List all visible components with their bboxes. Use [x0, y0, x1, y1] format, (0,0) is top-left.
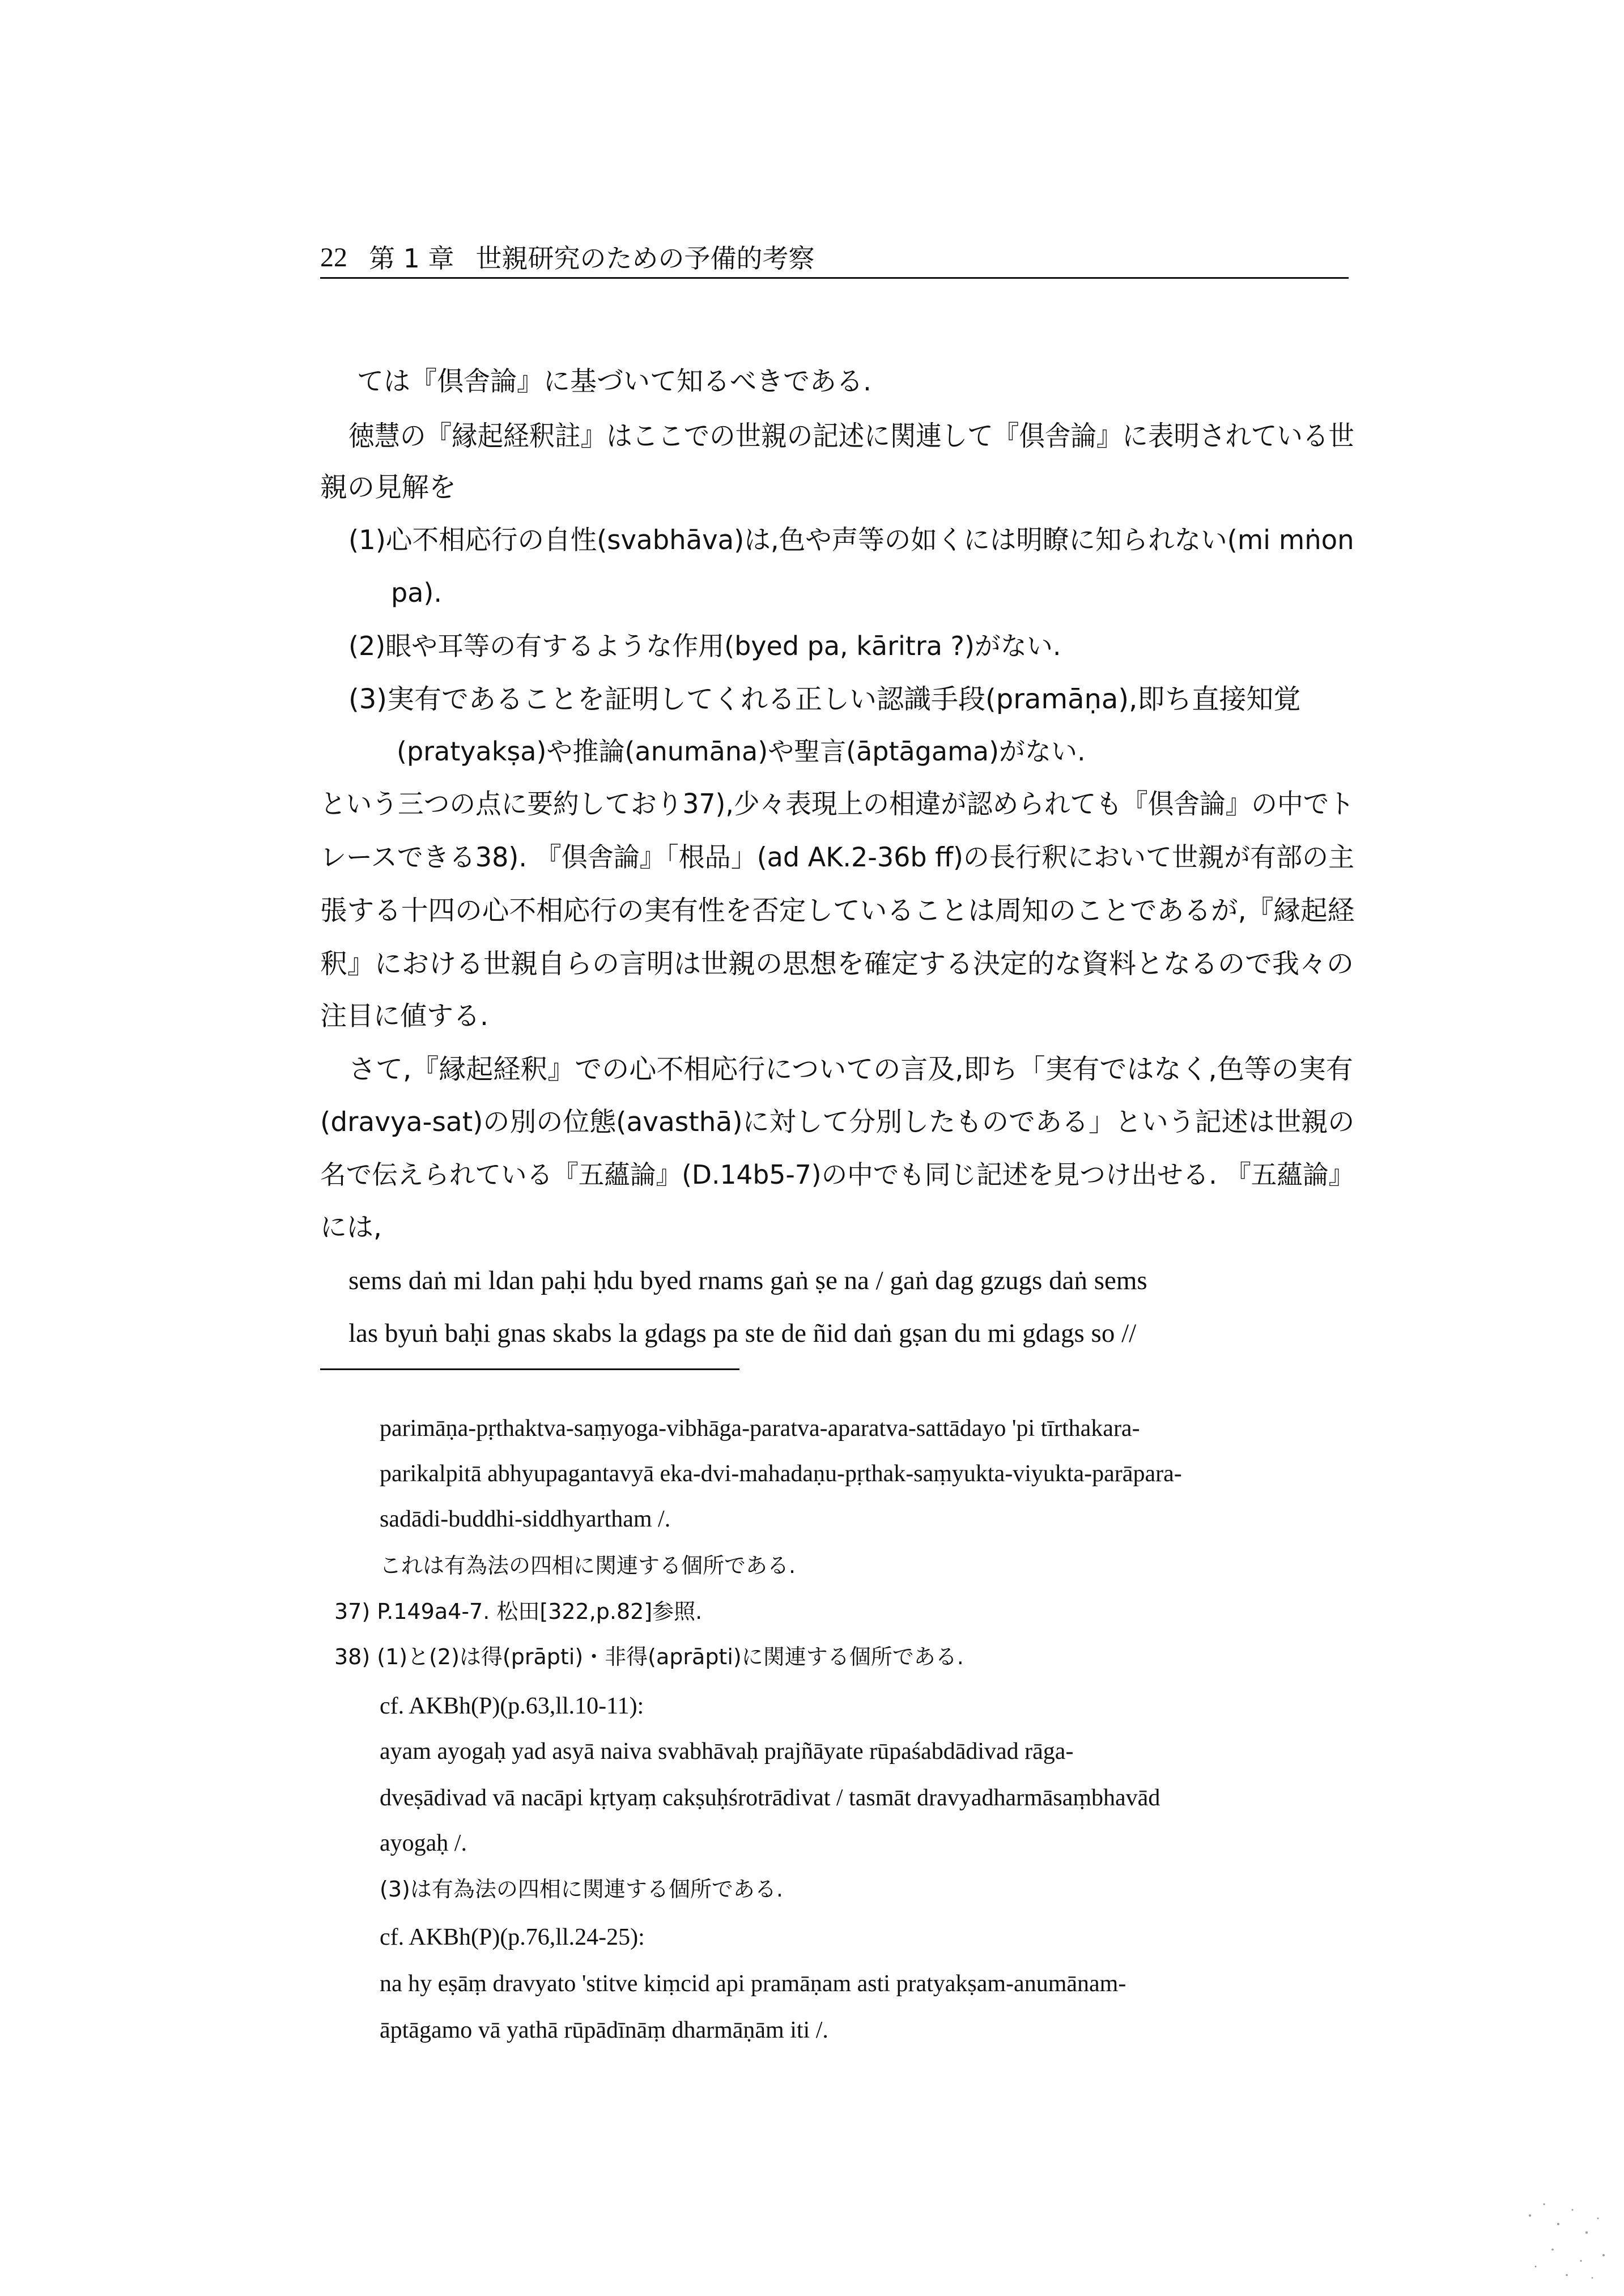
footnote-rule [320, 1368, 739, 1370]
footnote-line: parimāṇa-pṛthaktva-saṃyoga-vibhāga-paratva-aparatva-sattādayo 'pi tīrthakara- [380, 1415, 1140, 1442]
tibetan-quote-line: sems daṅ mi ldan paḥi ḥdu byed rnams gaṅ ṣe na / gaṅ dag gzugs daṅ sems [348, 1266, 1147, 1295]
body-line: 名で伝えられている『五蘊論』(D.14b5-7)の中でも同じ記述を見つけ出せる. 『五蘊論』 [320, 1159, 1355, 1190]
footnote-line: āptāgamo vā yathā rūpādīnāṃ dharmāṇām iti /. [380, 2017, 828, 2043]
footnote-line: cf. AKBh(P)(p.63,ll.10-11): [380, 1693, 644, 1719]
scan-noise [1519, 2193, 1615, 2284]
body-line: (3)実有であることを証明してくれる正しい認識手段(pramāṇa),即ち直接知覚 [348, 683, 1301, 715]
body-line: という三つの点に要約しており37),少々表現上の相違が認められても『倶舎論』の中でト [320, 788, 1355, 820]
footnote-line: ayogaḥ /. [380, 1830, 467, 1856]
body-line: (2)眼や耳等の有するような作用(byed pa, kāritra ?)がない. [348, 631, 1061, 661]
body-line: pa). [391, 577, 442, 608]
footnote-38: 38) (1)と(2)は得(prāpti)・非得(aprāpti)に関連する個所である. [334, 1644, 964, 1669]
body-line: 張する十四の心不相応行の実有性を否定していることは周知のことであるが,『縁起経 [320, 895, 1355, 926]
body-line: (1)心不相応行の自性(svabhāva)は,色や声等の如くには明瞭に知られない(mi mṅon [348, 525, 1354, 556]
footnote-line: これは有為法の四相に関連する個所である. [380, 1553, 796, 1578]
header-title: 世親研究のための予備的考察 [475, 243, 815, 274]
body-line: ては『倶舎論』に基づいて知るべきである. [357, 366, 871, 397]
body-line: 釈』における世親自らの言明は世親の思想を確定する決定的な資料となるので我々の [320, 948, 1354, 980]
footnote-line: sadādi-buddhi-siddhyartham /. [380, 1506, 671, 1532]
page-number: 22 [320, 243, 347, 273]
footnote-line: ayam ayogaḥ yad asyā naiva svabhāvaḥ prajñāyate rūpaśabdādivad rāga- [380, 1738, 1074, 1764]
footnote-line: na hy eṣāṃ dravyato 'stitve kiṃcid api pramāṇam asti pratyakṣam-anumānam- [380, 1971, 1126, 1997]
footnote-line: cf. AKBh(P)(p.76,ll.24-25): [380, 1924, 645, 1950]
body-line: には, [320, 1212, 382, 1243]
body-line: 親の見解を [320, 471, 457, 503]
footnote-line: (3)は有為法の四相に関連する個所である. [380, 1877, 783, 1902]
body-line: (pratyakṣa)や推論(anumāna)や聖言(āptāgama)がない. [397, 736, 1086, 767]
body-line: 徳慧の『縁起経釈註』はここでの世親の記述に関連して『倶舎論』に表明されている世 [348, 420, 1354, 452]
tibetan-quote-line: las byuṅ baḥi gnas skabs la gdags pa ste de ñid daṅ gṣan du mi gdags so // [348, 1319, 1137, 1348]
footnote-line: parikalpitā abhyupagantavyā eka-dvi-mahadaṇu-pṛthak-saṃyukta-viyukta-parāpara- [380, 1461, 1182, 1487]
body-line: 注目に値する. [320, 1001, 488, 1032]
body-line: (dravya-sat)の別の位態(avasthā)に対して分別したものである」という記述は世親の [320, 1107, 1355, 1138]
running-header [320, 241, 1349, 279]
body-line: レースできる38). 『倶舎論』「根品」(ad AK.2-36b ff)の長行釈において世親が有部の主 [320, 842, 1355, 873]
footnote-37: 37) P.149a4-7. 松田[322,p.82]参照. [334, 1599, 703, 1624]
chapter-label: 第 1 章 [369, 243, 454, 274]
body-line: さて,『縁起経釈』での心不相応行についての言及,即ち「実有ではなく,色等の実有 [348, 1053, 1353, 1085]
footnote-line: dveṣādivad vā nacāpi kṛtyaṃ cakṣuḥśrotrādivat / tasmāt dravyadharmāsaṃbhavād [380, 1785, 1160, 1811]
